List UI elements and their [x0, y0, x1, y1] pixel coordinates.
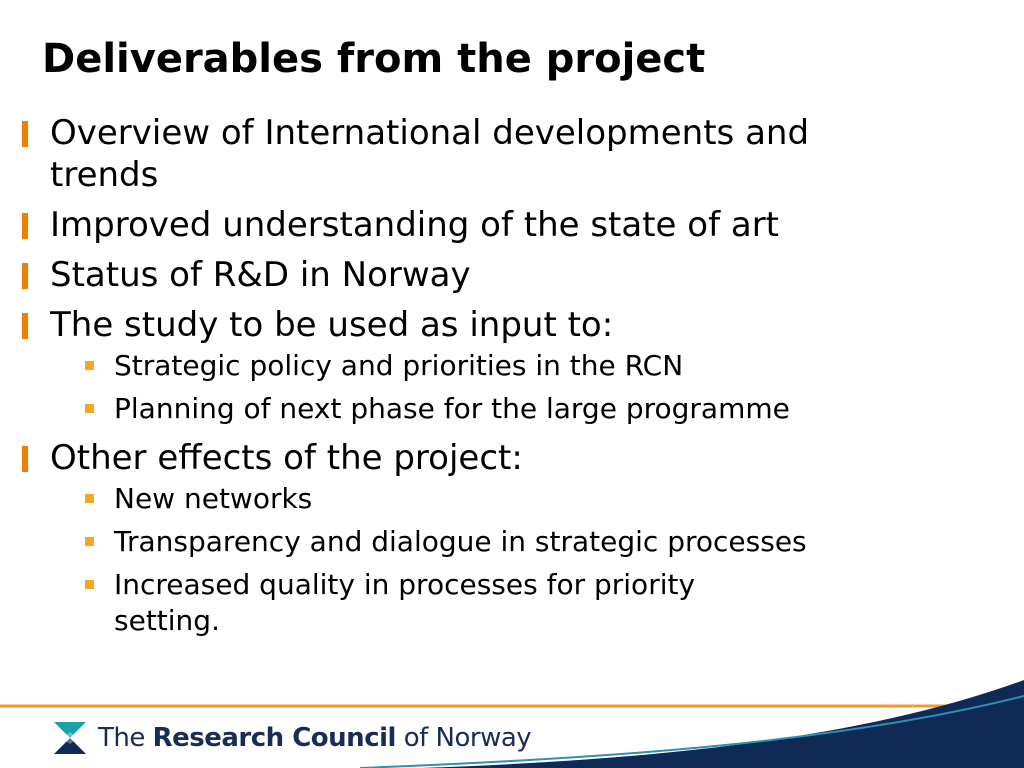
sub-bullet-item: [18, 391, 1008, 427]
rcn-hourglass-logo-icon: [52, 720, 88, 756]
bullet-item: [18, 112, 1008, 196]
sub-bullet-marker: [85, 404, 94, 413]
bullet-text: The study to be used as input to:: [50, 305, 614, 345]
bullet-text: Other effects of the project:: [50, 438, 523, 478]
bullet-text-line2: trends: [50, 155, 159, 195]
sub-bullet-text: Planning of next phase for the large programme: [114, 392, 790, 425]
sub-bullet-text: Strategic policy and priorities in the RCN: [114, 349, 684, 382]
bullet-item: [18, 254, 1008, 296]
sub-bullet-item: [18, 348, 1008, 384]
sub-bullet-marker: [85, 361, 94, 370]
bullet-item: [18, 437, 1008, 479]
logo-text-prefix: The: [98, 723, 153, 753]
logo-text-strong: Research Council: [152, 723, 396, 753]
bullet-item: [18, 304, 1008, 346]
bullet-text-line1: Overview of International developments and: [50, 113, 810, 153]
sub-bullet-text: Transparency and dialogue in strategic processes: [114, 525, 807, 558]
bullet-marker: [22, 213, 28, 239]
logo-text: [98, 723, 531, 753]
sub-bullet-text: New networks: [114, 482, 313, 515]
bullet-list: [18, 112, 1008, 646]
bullet-marker: [22, 313, 28, 339]
bullet-text: Improved understanding of the state of art: [50, 205, 780, 245]
sub-bullet-marker: [85, 494, 94, 503]
bullet-marker: [22, 446, 28, 472]
sub-bullet-item: [18, 481, 1008, 517]
sub-bullet-text-line1: Increased quality in processes for priority: [114, 568, 696, 601]
logo-text-suffix: of Norway: [395, 723, 532, 753]
bullet-text: Status of R&D in Norway: [50, 255, 471, 295]
sub-bullet-marker: [85, 580, 94, 589]
sub-bullet-text-line2: setting.: [114, 604, 220, 637]
bullet-marker: [22, 121, 28, 147]
bullet-item: [18, 204, 1008, 246]
slide-title: Deliverables from the project: [42, 36, 706, 82]
sub-bullet-item: [18, 524, 1008, 560]
sub-bullet-item: [18, 567, 1008, 639]
rcn-logo: [52, 718, 531, 758]
bullet-marker: [22, 263, 28, 289]
sub-bullet-marker: [85, 537, 94, 546]
